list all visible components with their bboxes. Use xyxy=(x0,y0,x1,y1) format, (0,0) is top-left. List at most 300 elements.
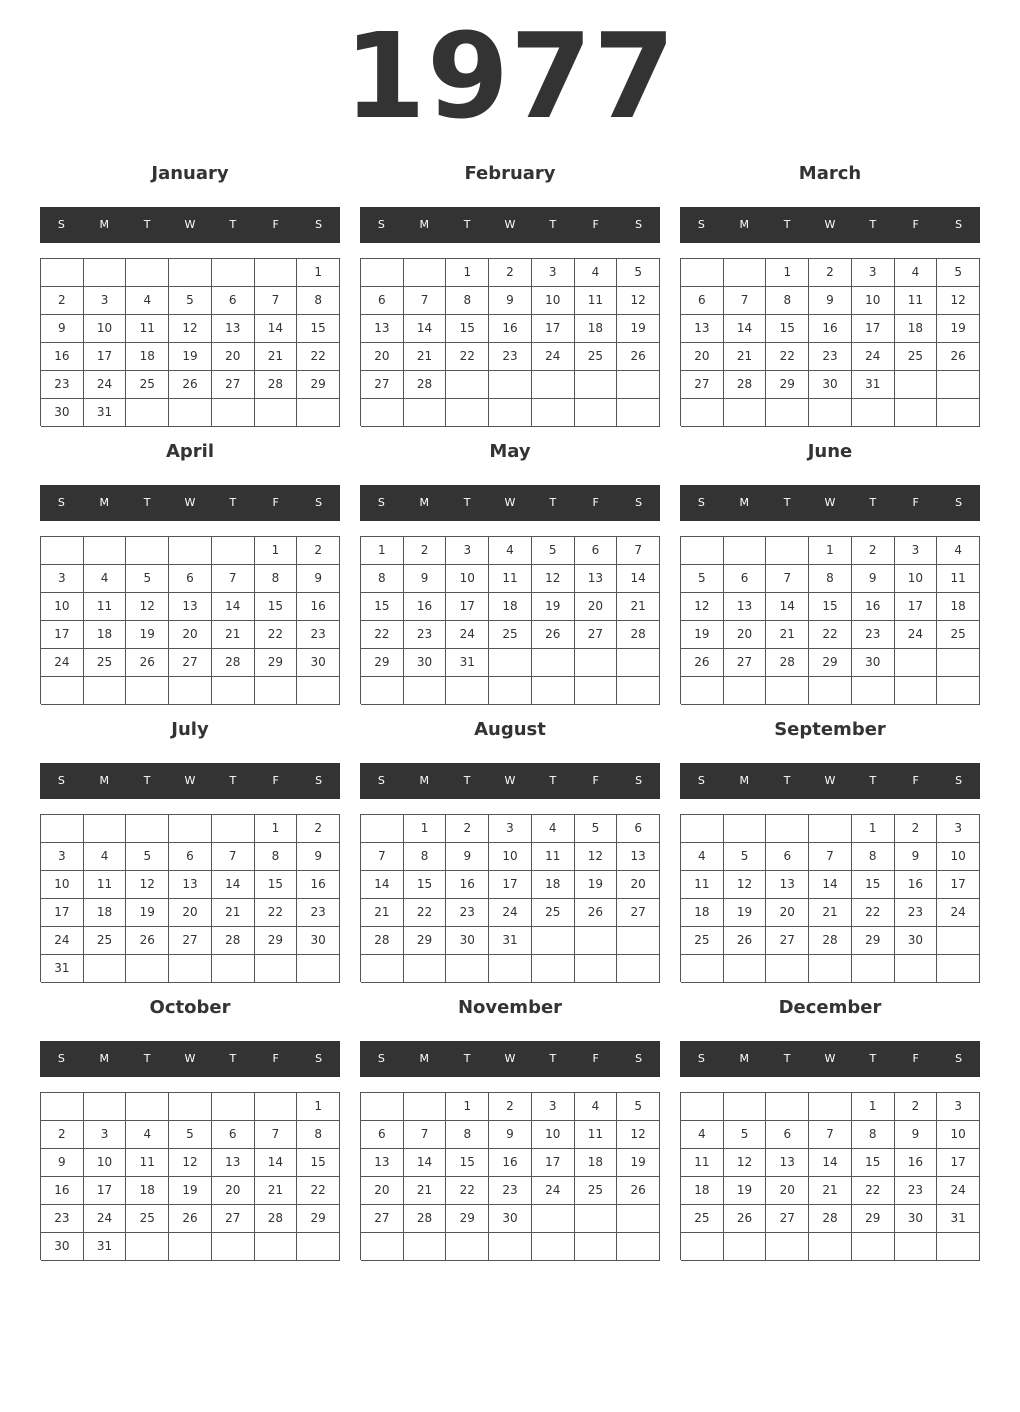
day-cell: 13 xyxy=(575,565,618,593)
day-cell xyxy=(446,399,489,427)
month-name: June xyxy=(807,441,853,462)
day-cell: 28 xyxy=(255,371,298,399)
day-cell: 10 xyxy=(84,315,127,343)
day-cell: 1 xyxy=(255,537,298,565)
day-cell: 9 xyxy=(895,843,938,871)
day-cell: 21 xyxy=(617,593,660,621)
day-cell: 15 xyxy=(255,871,298,899)
day-cell: 6 xyxy=(766,843,809,871)
day-cell: 14 xyxy=(724,315,767,343)
day-cell: 16 xyxy=(297,871,340,899)
weekday-label: T xyxy=(143,496,151,509)
day-cell: 19 xyxy=(724,1177,767,1205)
day-cell: 21 xyxy=(404,1177,447,1205)
weekday-label: T xyxy=(869,1052,877,1065)
day-cell xyxy=(809,677,852,705)
day-cell: 20 xyxy=(724,621,767,649)
day-cell: 29 xyxy=(297,1205,340,1233)
day-cell xyxy=(532,1233,575,1261)
weekday-label: S xyxy=(635,774,643,787)
day-cell: 27 xyxy=(575,621,618,649)
day-grid xyxy=(360,536,660,704)
day-cell: 6 xyxy=(724,565,767,593)
day-cell: 27 xyxy=(361,371,404,399)
day-cell: 31 xyxy=(489,927,532,955)
weekday-label: M xyxy=(99,774,110,787)
weekday-label: F xyxy=(592,774,599,787)
day-cell: 7 xyxy=(255,1121,298,1149)
day-cell xyxy=(169,537,212,565)
weekday-header xyxy=(40,763,340,799)
day-cell xyxy=(532,649,575,677)
day-cell: 2 xyxy=(446,815,489,843)
day-cell: 26 xyxy=(724,927,767,955)
day-cell: 24 xyxy=(489,899,532,927)
day-cell: 9 xyxy=(297,565,340,593)
day-cell: 6 xyxy=(361,1121,404,1149)
day-cell: 15 xyxy=(446,1149,489,1177)
day-grid xyxy=(680,258,980,426)
day-cell: 5 xyxy=(617,259,660,287)
day-cell: 22 xyxy=(809,621,852,649)
day-cell: 15 xyxy=(404,871,447,899)
weekday-label: S xyxy=(315,496,323,509)
day-cell xyxy=(84,677,127,705)
day-cell: 1 xyxy=(852,1093,895,1121)
day-cell xyxy=(575,649,618,677)
day-cell: 23 xyxy=(489,1177,532,1205)
day-grid xyxy=(40,1092,340,1260)
day-cell: 9 xyxy=(489,287,532,315)
day-cell: 7 xyxy=(212,565,255,593)
day-cell: 27 xyxy=(212,1205,255,1233)
day-cell xyxy=(575,955,618,983)
day-cell: 25 xyxy=(575,1177,618,1205)
day-cell xyxy=(532,927,575,955)
day-cell: 25 xyxy=(532,899,575,927)
month-october xyxy=(40,989,340,1267)
weekday-label: W xyxy=(504,1052,516,1065)
day-cell: 26 xyxy=(532,621,575,649)
day-cell xyxy=(297,955,340,983)
day-cell: 30 xyxy=(297,649,340,677)
day-cell xyxy=(617,399,660,427)
day-cell: 10 xyxy=(532,1121,575,1149)
day-cell: 24 xyxy=(41,649,84,677)
weekday-label: S xyxy=(955,218,963,231)
day-cell xyxy=(126,677,169,705)
day-cell xyxy=(169,955,212,983)
day-cell: 24 xyxy=(446,621,489,649)
weekday-label: S xyxy=(315,1052,323,1065)
day-cell xyxy=(404,259,447,287)
day-cell: 21 xyxy=(724,343,767,371)
day-cell: 7 xyxy=(724,287,767,315)
day-cell: 11 xyxy=(84,593,127,621)
day-cell: 3 xyxy=(489,815,532,843)
day-cell: 20 xyxy=(766,899,809,927)
day-cell: 22 xyxy=(361,621,404,649)
day-cell xyxy=(852,1233,895,1261)
day-cell xyxy=(532,1205,575,1233)
day-cell: 26 xyxy=(617,343,660,371)
weekday-label: T xyxy=(143,1052,151,1065)
day-cell: 23 xyxy=(41,1205,84,1233)
month-november xyxy=(360,989,660,1267)
day-cell: 12 xyxy=(532,565,575,593)
day-cell: 1 xyxy=(361,537,404,565)
day-grid xyxy=(40,258,340,426)
day-cell xyxy=(41,259,84,287)
weekday-label: S xyxy=(57,774,65,787)
weekday-label: S xyxy=(955,774,963,787)
day-cell xyxy=(126,259,169,287)
day-cell: 10 xyxy=(41,871,84,899)
day-cell xyxy=(212,537,255,565)
day-cell: 13 xyxy=(766,871,809,899)
day-cell: 29 xyxy=(297,371,340,399)
day-cell xyxy=(895,1233,938,1261)
day-cell xyxy=(255,677,298,705)
day-cell: 18 xyxy=(84,899,127,927)
day-cell: 8 xyxy=(297,1121,340,1149)
month-january xyxy=(40,155,340,433)
day-cell xyxy=(126,815,169,843)
day-cell: 11 xyxy=(681,871,724,899)
day-cell xyxy=(724,537,767,565)
day-cell: 24 xyxy=(937,1177,980,1205)
day-cell: 25 xyxy=(84,649,127,677)
day-grid xyxy=(360,1092,660,1260)
month-december xyxy=(680,989,980,1267)
day-cell: 22 xyxy=(255,621,298,649)
day-cell xyxy=(84,1093,127,1121)
day-cell xyxy=(532,399,575,427)
day-cell xyxy=(404,399,447,427)
day-cell: 14 xyxy=(809,871,852,899)
weekday-label: W xyxy=(824,1052,836,1065)
day-cell: 8 xyxy=(852,1121,895,1149)
day-cell xyxy=(361,815,404,843)
weekday-label: S xyxy=(57,496,65,509)
day-cell: 12 xyxy=(169,315,212,343)
month-name: February xyxy=(464,163,556,184)
day-cell: 27 xyxy=(766,927,809,955)
day-cell xyxy=(766,955,809,983)
day-cell: 15 xyxy=(852,1149,895,1177)
day-cell xyxy=(255,955,298,983)
day-cell: 26 xyxy=(126,927,169,955)
weekday-label: S xyxy=(697,774,705,787)
weekday-header xyxy=(680,485,980,521)
day-cell xyxy=(617,1233,660,1261)
weekday-label: F xyxy=(592,218,599,231)
day-cell: 27 xyxy=(169,927,212,955)
weekday-header xyxy=(680,1041,980,1077)
day-cell: 30 xyxy=(446,927,489,955)
day-cell: 26 xyxy=(724,1205,767,1233)
day-cell: 3 xyxy=(532,259,575,287)
day-cell: 25 xyxy=(937,621,980,649)
day-cell: 10 xyxy=(937,843,980,871)
day-cell: 16 xyxy=(895,1149,938,1177)
weekday-label: S xyxy=(377,774,385,787)
day-cell: 11 xyxy=(937,565,980,593)
day-cell: 4 xyxy=(681,843,724,871)
weekday-label: T xyxy=(463,1052,471,1065)
day-cell: 11 xyxy=(84,871,127,899)
day-cell: 29 xyxy=(809,649,852,677)
day-cell xyxy=(212,677,255,705)
day-cell: 9 xyxy=(297,843,340,871)
day-cell xyxy=(766,815,809,843)
weekday-label: T xyxy=(549,218,557,231)
month-name: September xyxy=(774,719,886,740)
day-cell: 9 xyxy=(489,1121,532,1149)
weekday-header xyxy=(680,763,980,799)
day-cell: 8 xyxy=(446,287,489,315)
day-cell xyxy=(404,677,447,705)
day-cell: 10 xyxy=(852,287,895,315)
day-cell: 24 xyxy=(937,899,980,927)
day-cell xyxy=(84,955,127,983)
weekday-label: M xyxy=(419,218,430,231)
day-cell xyxy=(41,537,84,565)
day-cell: 14 xyxy=(617,565,660,593)
day-cell: 4 xyxy=(895,259,938,287)
day-cell: 18 xyxy=(532,871,575,899)
day-cell xyxy=(852,955,895,983)
day-cell: 20 xyxy=(575,593,618,621)
day-cell: 19 xyxy=(724,899,767,927)
day-cell: 22 xyxy=(766,343,809,371)
day-cell: 25 xyxy=(489,621,532,649)
day-cell: 5 xyxy=(575,815,618,843)
day-cell: 15 xyxy=(809,593,852,621)
weekday-label: T xyxy=(783,1052,791,1065)
day-cell: 28 xyxy=(766,649,809,677)
day-cell: 24 xyxy=(895,621,938,649)
day-cell: 28 xyxy=(617,621,660,649)
day-cell xyxy=(809,955,852,983)
day-cell: 1 xyxy=(446,259,489,287)
day-cell xyxy=(446,1233,489,1261)
weekday-label: W xyxy=(504,496,516,509)
weekday-label: S xyxy=(697,496,705,509)
weekday-label: F xyxy=(912,774,919,787)
weekday-label: T xyxy=(869,774,877,787)
weekday-label: W xyxy=(184,1052,196,1065)
day-cell xyxy=(937,649,980,677)
day-cell xyxy=(41,677,84,705)
day-cell: 22 xyxy=(404,899,447,927)
day-cell: 31 xyxy=(937,1205,980,1233)
day-cell: 26 xyxy=(937,343,980,371)
day-cell xyxy=(937,677,980,705)
day-cell: 5 xyxy=(169,287,212,315)
day-cell: 19 xyxy=(681,621,724,649)
weekday-label: F xyxy=(912,1052,919,1065)
day-cell xyxy=(255,399,298,427)
day-cell: 31 xyxy=(852,371,895,399)
day-cell xyxy=(446,677,489,705)
day-cell: 8 xyxy=(404,843,447,871)
day-cell xyxy=(895,677,938,705)
month-name: April xyxy=(165,441,215,462)
day-cell: 15 xyxy=(446,315,489,343)
day-cell: 30 xyxy=(297,927,340,955)
day-cell xyxy=(852,399,895,427)
weekday-label: S xyxy=(315,774,323,787)
weekday-label: M xyxy=(99,218,110,231)
day-cell xyxy=(255,259,298,287)
day-cell: 30 xyxy=(489,1205,532,1233)
day-cell xyxy=(617,371,660,399)
day-cell xyxy=(532,955,575,983)
day-cell xyxy=(212,1233,255,1261)
day-cell: 19 xyxy=(937,315,980,343)
day-cell xyxy=(937,955,980,983)
day-cell: 25 xyxy=(126,371,169,399)
month-february xyxy=(360,155,660,433)
day-cell xyxy=(766,677,809,705)
weekday-label: S xyxy=(377,1052,385,1065)
day-cell: 20 xyxy=(766,1177,809,1205)
weekday-label: F xyxy=(912,496,919,509)
weekday-header xyxy=(360,763,660,799)
day-cell xyxy=(895,955,938,983)
day-cell xyxy=(617,649,660,677)
day-cell: 2 xyxy=(895,815,938,843)
weekday-label: T xyxy=(229,774,237,787)
day-cell: 9 xyxy=(446,843,489,871)
day-cell: 1 xyxy=(297,1093,340,1121)
day-cell: 18 xyxy=(937,593,980,621)
weekday-label: S xyxy=(955,496,963,509)
day-cell xyxy=(126,955,169,983)
day-cell: 16 xyxy=(852,593,895,621)
day-cell: 5 xyxy=(681,565,724,593)
weekday-label: S xyxy=(697,1052,705,1065)
day-cell xyxy=(297,677,340,705)
day-cell: 19 xyxy=(617,1149,660,1177)
day-cell: 13 xyxy=(617,843,660,871)
weekday-header xyxy=(40,485,340,521)
day-cell: 2 xyxy=(297,537,340,565)
day-cell: 25 xyxy=(84,927,127,955)
day-cell: 17 xyxy=(895,593,938,621)
day-cell: 17 xyxy=(532,315,575,343)
weekday-label: S xyxy=(315,218,323,231)
day-cell xyxy=(937,371,980,399)
weekday-label: T xyxy=(549,774,557,787)
day-cell: 25 xyxy=(895,343,938,371)
year-title: 1977 xyxy=(343,7,677,145)
day-cell: 13 xyxy=(169,593,212,621)
day-cell xyxy=(297,1233,340,1261)
day-cell: 30 xyxy=(852,649,895,677)
day-cell xyxy=(255,1093,298,1121)
day-cell: 21 xyxy=(255,343,298,371)
day-cell: 18 xyxy=(575,315,618,343)
day-cell xyxy=(575,399,618,427)
day-cell: 7 xyxy=(212,843,255,871)
day-cell: 13 xyxy=(724,593,767,621)
day-cell: 3 xyxy=(895,537,938,565)
day-grid xyxy=(680,814,980,982)
day-cell: 8 xyxy=(852,843,895,871)
weekday-label: S xyxy=(57,1052,65,1065)
day-cell: 29 xyxy=(404,927,447,955)
day-cell: 8 xyxy=(809,565,852,593)
day-cell xyxy=(255,1233,298,1261)
day-cell xyxy=(617,1205,660,1233)
day-cell: 19 xyxy=(169,343,212,371)
month-september xyxy=(680,711,980,989)
day-cell: 12 xyxy=(575,843,618,871)
day-cell xyxy=(681,677,724,705)
day-cell: 20 xyxy=(617,871,660,899)
weekday-label: M xyxy=(419,1052,430,1065)
day-cell: 14 xyxy=(255,1149,298,1177)
day-cell xyxy=(169,1093,212,1121)
day-cell: 23 xyxy=(809,343,852,371)
day-cell: 12 xyxy=(681,593,724,621)
day-cell: 8 xyxy=(297,287,340,315)
day-cell: 12 xyxy=(724,871,767,899)
day-cell xyxy=(575,371,618,399)
day-cell: 25 xyxy=(126,1205,169,1233)
day-cell: 31 xyxy=(84,399,127,427)
day-cell: 30 xyxy=(41,399,84,427)
day-cell: 12 xyxy=(126,593,169,621)
day-cell: 16 xyxy=(809,315,852,343)
day-cell xyxy=(84,537,127,565)
day-cell: 27 xyxy=(617,899,660,927)
day-cell xyxy=(575,1233,618,1261)
day-cell: 11 xyxy=(126,1149,169,1177)
weekday-label: S xyxy=(635,218,643,231)
weekday-label: T xyxy=(549,496,557,509)
day-cell: 9 xyxy=(895,1121,938,1149)
weekday-label: M xyxy=(739,1052,750,1065)
day-cell xyxy=(575,1205,618,1233)
day-cell: 28 xyxy=(404,1205,447,1233)
day-cell: 18 xyxy=(895,315,938,343)
day-cell: 15 xyxy=(297,315,340,343)
day-cell: 9 xyxy=(809,287,852,315)
day-cell: 10 xyxy=(532,287,575,315)
day-cell: 17 xyxy=(937,1149,980,1177)
day-cell xyxy=(617,955,660,983)
day-cell xyxy=(724,1233,767,1261)
weekday-header xyxy=(360,485,660,521)
day-cell: 21 xyxy=(809,899,852,927)
day-cell xyxy=(724,259,767,287)
month-name: December xyxy=(778,997,882,1018)
month-name: November xyxy=(457,997,563,1018)
day-cell: 21 xyxy=(255,1177,298,1205)
day-cell: 3 xyxy=(84,1121,127,1149)
day-cell: 1 xyxy=(852,815,895,843)
day-cell xyxy=(489,1233,532,1261)
day-grid xyxy=(680,1092,980,1260)
weekday-header xyxy=(360,207,660,243)
day-cell xyxy=(489,371,532,399)
day-cell: 13 xyxy=(766,1149,809,1177)
day-cell: 16 xyxy=(489,1149,532,1177)
day-cell: 20 xyxy=(361,343,404,371)
